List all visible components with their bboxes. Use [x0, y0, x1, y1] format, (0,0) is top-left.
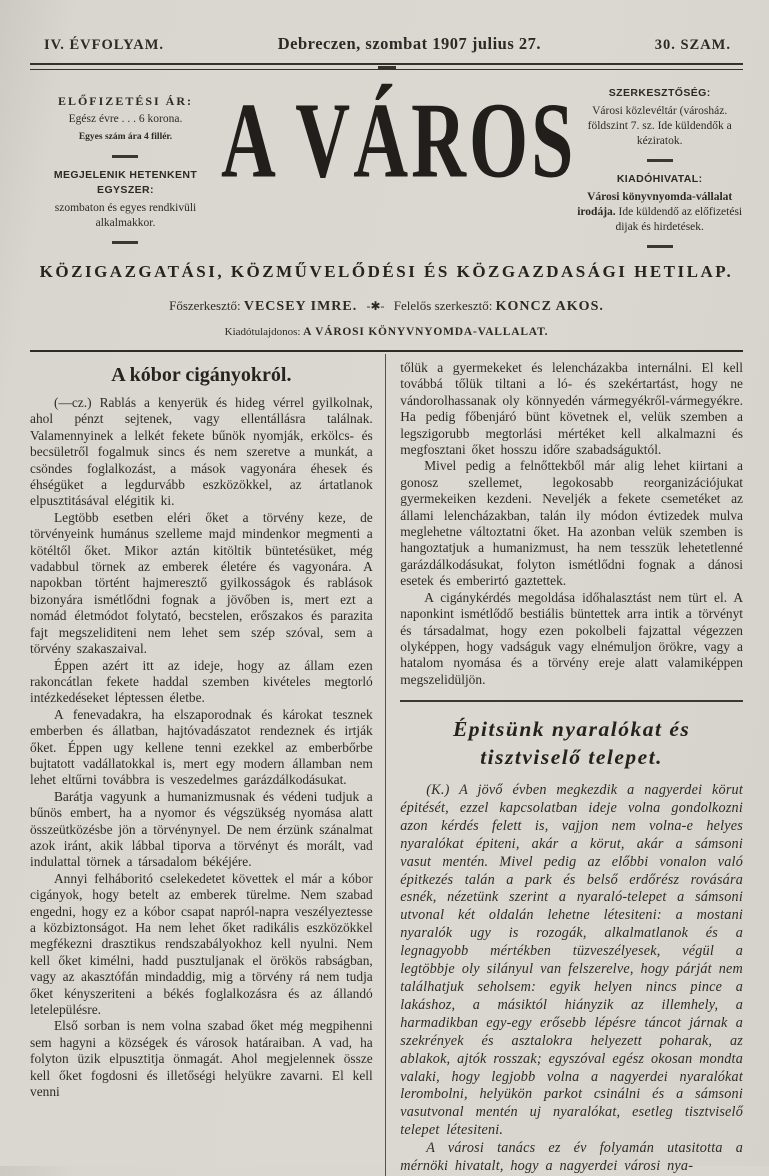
masthead-title-area — [220, 80, 577, 201]
issue-number: 30. SZAM. — [654, 37, 731, 53]
divider-dash — [112, 155, 138, 158]
chief-editor-name: VECSEY IMRE. — [243, 299, 358, 314]
dateline: Debreczen, szombat 1907 julius 27. — [277, 34, 542, 53]
volume-label: IV. ÉVFOLYAM. — [44, 37, 165, 53]
paragraph: Első sorban is nem volna szabad őket még megpihenni sem hagyni a községek és városok határaiban. A vad, ha folyton üzik elpusztitja önmagát. Ahol megjelennek össze kell őket fogdosni és illetőségi helyükre zavarni. El kell venni — [30, 1018, 373, 1100]
paragraph: Éppen azért itt az ideje, hogy az állam ezen rakoncátlan fekete haddal szemben kivételes megtorló intézkedéseket léptessen életbe. — [30, 657, 373, 706]
editors-line — [30, 298, 743, 315]
section-divider-rule — [400, 700, 743, 702]
subscription-heading: ELŐFIZETÉSI ÁR: — [57, 94, 193, 108]
paragraph: A cigánykérdés megoldása időhalasztást nem türt el. A naponkint ismétlődő bestiális büntettek arra intik a törvényt és társadalmat, hogy ezen pokolbeli fajzattal végezzen olyképpen, hogy vadságuk vagy elnémuljon örökre, vagy a hatalom nyomása és a törvény ereje alatt valamiképpen megszelidüljön. — [400, 589, 743, 687]
publisher-name: A VÁROSI KÖNYVNYOMDA-VALLALAT. — [303, 326, 549, 338]
editors-separator-ornament: -✱- — [366, 299, 385, 313]
divider-dash — [647, 245, 673, 248]
subscription-box — [30, 80, 221, 254]
newspaper-title: A VÁROS — [220, 81, 577, 201]
header-divider-tick — [378, 66, 396, 70]
divider-dash — [647, 159, 673, 162]
article-kobor-ciganyokrol — [30, 354, 385, 1176]
paragraph: Annyi felháboritó cselekedetet követtek el már a kóbor cigányok, hogy betelt az emberek türelme. Nem szabad engedni, hogy ez a kóbor csapat napról-napra veszélyeztesse a közbiztonságot. Ha nem lehet őket radikális eszközökkel megfékezni drasztikus rendszabályokhoz kell nyulni. Nem kell őket kimélni, hadd pusztuljanak el örökös rabságban, vagy az akasztófán mindaddig, mig a törvény rá nem tudja őket kényszeriteni a békés foglalkozásra és az állandó letelepülésre. — [30, 870, 373, 1018]
publication-schedule: szombaton és egyes rendkivüli alkalmakkor. — [54, 202, 197, 229]
article-body-nyaralok — [400, 782, 743, 1176]
publishing-office-heading: KIADÓHIVATAL: — [616, 173, 703, 185]
editorial-office-heading: SZERKESZTŐSÉG: — [608, 87, 711, 99]
publishing-office-name: Városi könyvnyomda-vállalat irodája. — [577, 191, 733, 218]
article-body — [30, 395, 373, 1100]
subscription-price: Egész évre . . . 6 korona. — [68, 113, 183, 125]
article-continuation — [400, 360, 743, 688]
editorial-office-box — [576, 80, 743, 258]
masthead — [30, 80, 743, 258]
paragraph: Legtöbb esetben eléri őket a törvény keze, de törvényeink humánus szelleme majd mindenkor megmenti a kötéltől őket. Mikor aztán kitöltik büntetésüket, még vadabbul törnek az emberek életére és vagyonára. A napokban történt hajmeresztő gyilkosságok és rablások bizonyára ismétlődni fognak a jövőben is, mert ezt a nomád életmódot folytató, becstelen, erőszakos és parazita fajt megszeliditeni nem lehet sem szép szóval, sem a törvény szakaszaival. — [30, 509, 373, 657]
publisher-label: Kiadótulajdonos: — [224, 326, 301, 338]
editorial-office-address: Városi közlevéltár (városház. földszint 7. sz. Ide küldendők a kéziratok. — [587, 105, 732, 147]
paragraph: Barátja vagyunk a humanizmusnak és védeni tudjuk a bűnös embert, ha a nyomor és végszükség nyomása alatt összeütközésbe jön a törvénynyel. De nem érzünk szánalmat azok iránt, akik lábbal tiporva a törvényt és morált, vad indulattal törnek a társadalom békéjére. — [30, 788, 373, 870]
single-copy-price: Egyes szám ára 4 fillér. — [78, 132, 173, 142]
publisher-line — [30, 326, 743, 338]
article-title-nyaralok: Épitsünk nyaralókat és tisztviselő telepet. — [452, 717, 691, 770]
article-columns — [30, 354, 743, 1176]
content-divider — [30, 350, 743, 352]
top-bar — [30, 30, 743, 54]
paragraph: tőlük a gyermekeket és lelencházakba internálni. El kell továbbá tőlük tiltani a ló- és szekértartást, hogy ne vándorolhassanak oly könnyedén vármegyékről-vármegyékre. Ha pedig főbenjáró bünt követnek el, velük szemben a legszigorubb megtorlási mértéket kell alkalmazni és megfosztani őket hosszu időre szabadságuktól. — [400, 360, 743, 458]
publishing-office-address — [576, 190, 743, 235]
publishing-office-note: Ide küldendő az előfizetési dijak és hirdetések. — [615, 206, 743, 233]
newspaper-subtitle: KÖZIGAZGATÁSI, KÖZMŰVELŐDÉSI ÉS KÖZGAZDASÁGI HETILAP. — [39, 262, 734, 281]
divider-dash — [112, 241, 138, 244]
paragraph: Mivel pedig a felnőttekből már alig lehet kiirtani a gonosz szellemet, legokosabb reorganizációjukat gyermekeiken kezdeni. Neveljék a fekete csemetéket az állami lelencházakban, talán ily módon évtizedek mulva meglehetne változtatni őket. Ha azonban velük szemben is hangoztatjuk a humanizmust, ha nem tesszük lehetetlenné garázdálkodásukat, folyton ismétlődni fognak a dánosi esetek és emberirtó gaztettek. — [400, 458, 743, 589]
paragraph: (K.) A jövő évben megkezdik a nagyerdei körut épitését, ezzel kapcsolatban ideje volna gondolkozni azon kérdés felett is, vajjon nem volna-e helyes nyaralókat épiteni, akár a körut, akár a sámsoni vasut mentén. Mivel pedig az előbbi vonalon való épitkezés talán a park és belső erdőrész rovására esnék, nézetünk szerint a nyaraló-telepet a sámsoni utvonal két oldalán lehetne létesiteni: a mostani nyaralók ugy is rozogák, alkalmatlanok és a legnagyobb mértékben tüzveszélyesek, végül a legtöbbje oly silányul van felszerelve, hogy párját nem találhatjuk seholsem: egyik helyen nincs pince a lakáshoz, a másiktól hiányzik az illemhely, a harmadikban egy-egy erősebb lépésre táncot járnak a szekrények és asztalokra helyezett poharak, az ablakok, ajtók rosszak; egyszóval egész okosan mondta valaki, hogy legjobb volna a nagyerdei nyaralókat lerombolni, helyükön parkot csinálni és a sámsoni vasutvonal mentén uj nyaralókat, esetleg tisztviselő telepet létesiteni. — [400, 782, 743, 1139]
paragraph: A városi tanács ez év folyamán utasitotta a mérnöki hivatalt, hogy a nagyerdei városi nya- — [400, 1140, 743, 1175]
responsible-editor-label: Felelős szerkesztő: — [393, 298, 493, 313]
paragraph: (—cz.) Rablás a kenyerük és hideg vérrel gyilkolnak, ahol pénzt sejtenek, vagy ellentállásra találnak. Valamennyinek a lelkét fekete bűnök nyomják, erkölcs- és becsületről fogalmuk sincs és nem szeretve a munkát, a csöndes foglalkozást, a mások vagyonára éhesek és éhségüket a legdurvább eszközökkel, az ártatlanok elpusztitásával elégitik ki. — [30, 395, 373, 509]
publication-frequency-heading: MEGJELENIK HETENKENT EGYSZER: — [53, 169, 198, 196]
chief-editor-label: Főszerkesztő: — [169, 298, 241, 313]
responsible-editor-name: KONCZ AKOS. — [495, 299, 604, 314]
paragraph: A fenevadakra, ha elszaporodnak és károkat tesznek emberben és állatban, hajtóvadászatot rendeznek és irtják őket. Éppen ugy kellene tenni ezekkel az emberbőrbe bujtatott vadállatokkal is, mert egy modern államban nem lehet eltűrni továbbra is veszedelmes garázdálkodásukat. — [30, 706, 373, 788]
right-column — [386, 354, 743, 1176]
article-title: A kóbor cigányokról. — [111, 364, 292, 386]
